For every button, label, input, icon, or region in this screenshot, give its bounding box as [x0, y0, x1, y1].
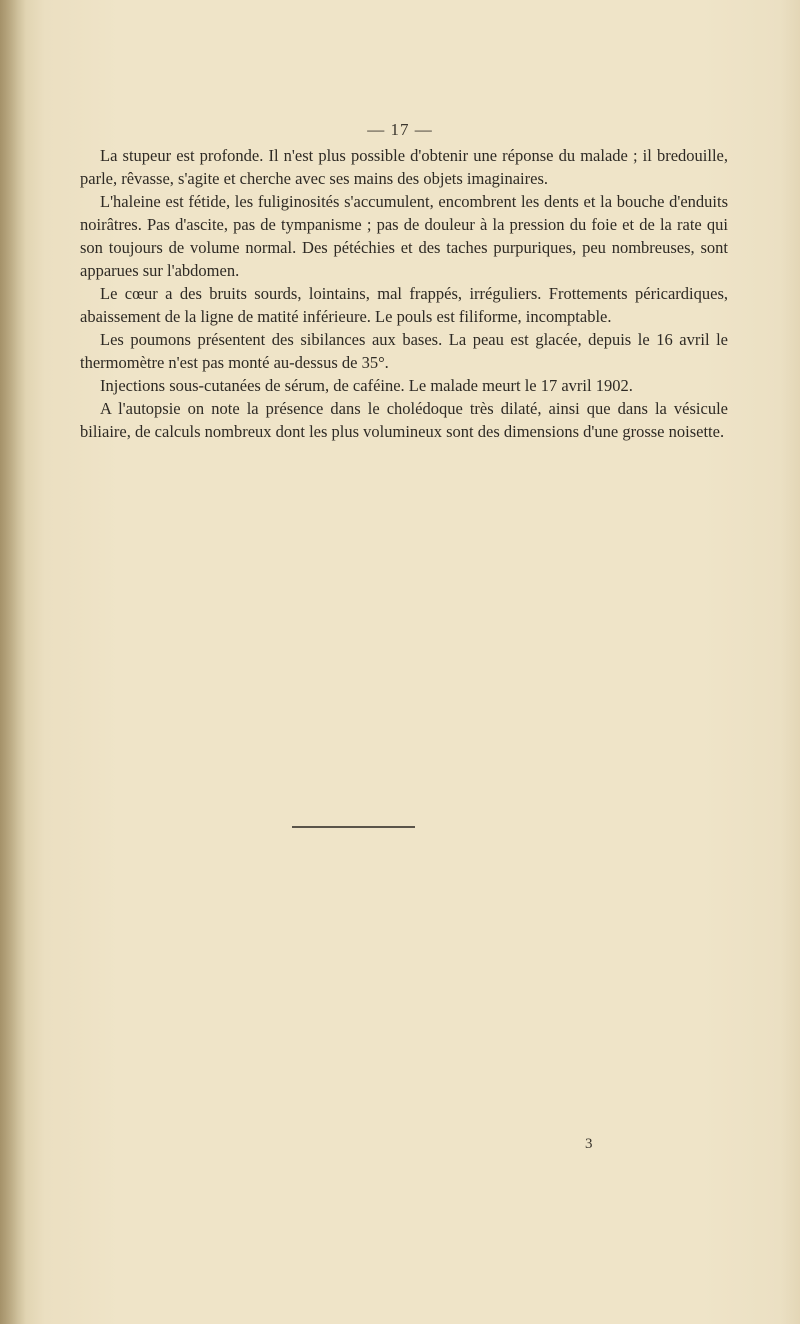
paragraph: La stupeur est profonde. Il n'est plus possible d'obtenir une réponse du malade ; il bredouille, parle, rêvasse, s'agite et cherche avec ses mains des objets imaginaires. — [80, 146, 728, 188]
paragraph: Les poumons présentent des sibilances aux bases. La peau est glacée, depuis le 16 avril le thermomètre n'est pas monté au-dessus de 35°. — [80, 330, 728, 372]
body-text — [80, 144, 728, 443]
signature-mark: 3 — [585, 1136, 593, 1152]
binding-shadow — [0, 0, 26, 1324]
paragraph: L'haleine est fétide, les fuliginosités s'accumulent, encombrent les dents et la bouche d'enduits noirâtres. Pas d'ascite, pas de tympanisme ; pas de douleur à la pression du foie et de la rate qui son toujours de volume normal. Des pétéchies et des taches purpuriques, peu nombreuses, sont apparues sur l'abdomen. — [80, 192, 728, 280]
section-divider — [292, 826, 415, 828]
paragraph: A l'autopsie on note la présence dans le cholédoque très dilaté, ainsi que dans la vésicule biliaire, de calculs nombreux dont les plus volumineux sont des dimensions d'une grosse noisette. — [80, 399, 728, 441]
paragraph: Injections sous-cutanées de sérum, de caféine. Le malade meurt le 17 avril 1902. — [100, 376, 633, 395]
page-number: — 17 — — [367, 120, 433, 139]
paragraph: Le cœur a des bruits sourds, lointains, mal frappés, irréguliers. Frottements péricardiques, abaissement de la ligne de matité inférieure. Le pouls est filiforme, incomptable. — [80, 284, 728, 326]
